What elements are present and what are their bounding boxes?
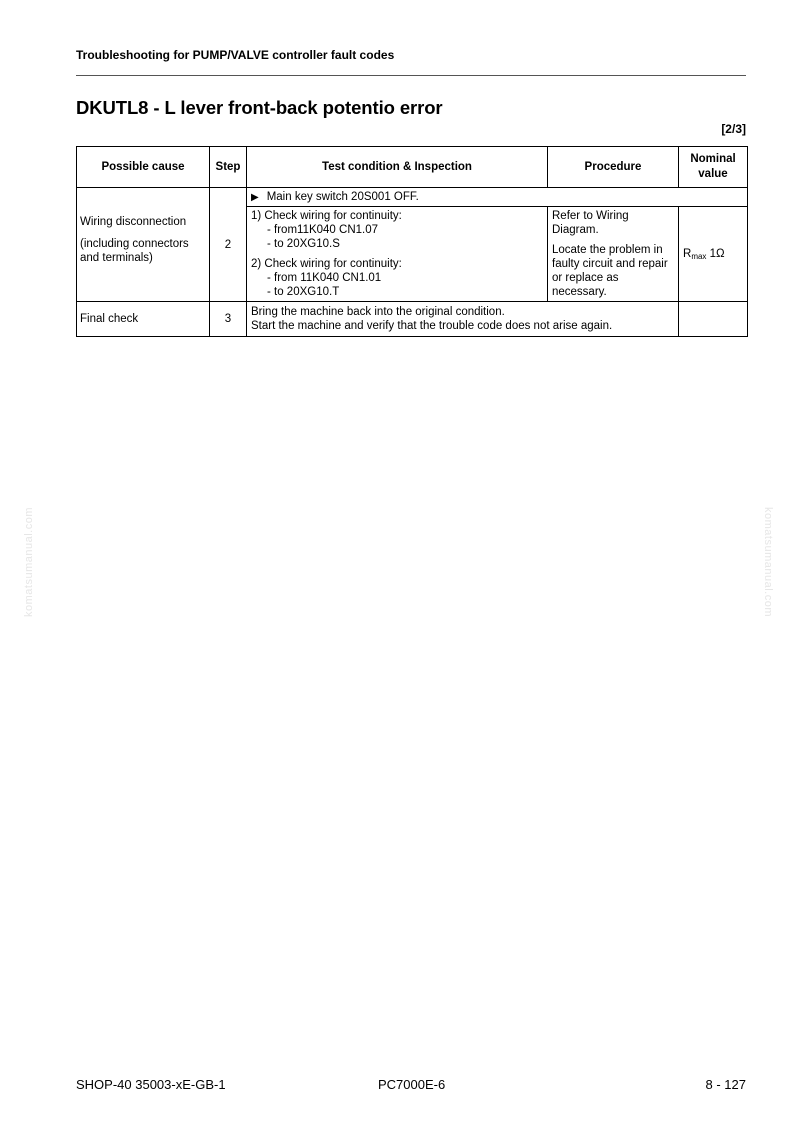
- cause-final-check: Final check: [77, 302, 210, 337]
- final-check-line: Start the machine and verify that the trouble code does not arise again.: [251, 320, 613, 332]
- page-title: DKUTL8 - L lever front-back potentio error: [76, 97, 443, 118]
- nominal-value: 1Ω: [709, 247, 725, 260]
- footer-doc-code: SHOP-40 35003-xE-GB-1: [76, 1077, 226, 1092]
- nominal-subscript: max: [691, 251, 707, 261]
- precondition-cell: [247, 188, 748, 207]
- procedure-line: Locate the problem in faulty circuit and repair or replace as necessary.: [552, 244, 668, 298]
- table-row: [77, 188, 748, 207]
- arrow-right-icon: ▶: [251, 192, 259, 203]
- check-to: - to 20XG10.T: [267, 286, 340, 298]
- final-check-line: Bring the machine back into the original condition.: [251, 306, 505, 318]
- check-title: 2) Check wiring for continuity:: [251, 258, 402, 270]
- header-nominal-value: Nominal value: [679, 147, 748, 188]
- page-indicator: [2/3]: [721, 122, 746, 136]
- header-divider: [76, 75, 746, 76]
- watermark-right: komatsumanual.com: [762, 507, 774, 617]
- footer-model: PC7000E-6: [378, 1077, 446, 1092]
- header-possible-cause: Possible cause: [77, 147, 210, 188]
- header-step: Step: [210, 147, 247, 188]
- cause-line: Wiring disconnection: [80, 215, 187, 228]
- cause-wiring-disconnection: [77, 188, 210, 302]
- header-test-condition: Test condition & Inspection: [247, 147, 548, 188]
- nominal-symbol: R: [683, 247, 692, 260]
- footer-page-number: 8 - 127: [705, 1077, 746, 1092]
- nominal-value-cell: [679, 207, 748, 302]
- table-row: [77, 302, 748, 337]
- watermark-left: komatsumanual.com: [23, 507, 35, 617]
- step-number: 3: [210, 302, 247, 337]
- check-from: - from11K040 CN1.07: [267, 224, 379, 236]
- nominal-value-cell: [679, 302, 748, 337]
- procedure-cell: [548, 207, 679, 302]
- step-number: 2: [210, 188, 247, 302]
- check-title: 1) Check wiring for continuity:: [251, 210, 402, 222]
- check-to: - to 20XG10.S: [267, 238, 340, 250]
- inspection-cell: [247, 207, 548, 302]
- procedure-line: Refer to Wiring Diagram.: [552, 210, 629, 236]
- precondition-text: Main key switch 20S001 OFF.: [266, 191, 419, 203]
- cause-line: (including connectors and terminals): [80, 237, 189, 264]
- table-header-row: [77, 147, 748, 188]
- running-header: Troubleshooting for PUMP/VALVE controller fault codes: [76, 48, 395, 62]
- header-procedure: Procedure: [548, 147, 679, 188]
- troubleshooting-table: [76, 146, 748, 337]
- final-check-cell: [247, 302, 679, 337]
- check-from: - from 11K040 CN1.01: [267, 272, 382, 284]
